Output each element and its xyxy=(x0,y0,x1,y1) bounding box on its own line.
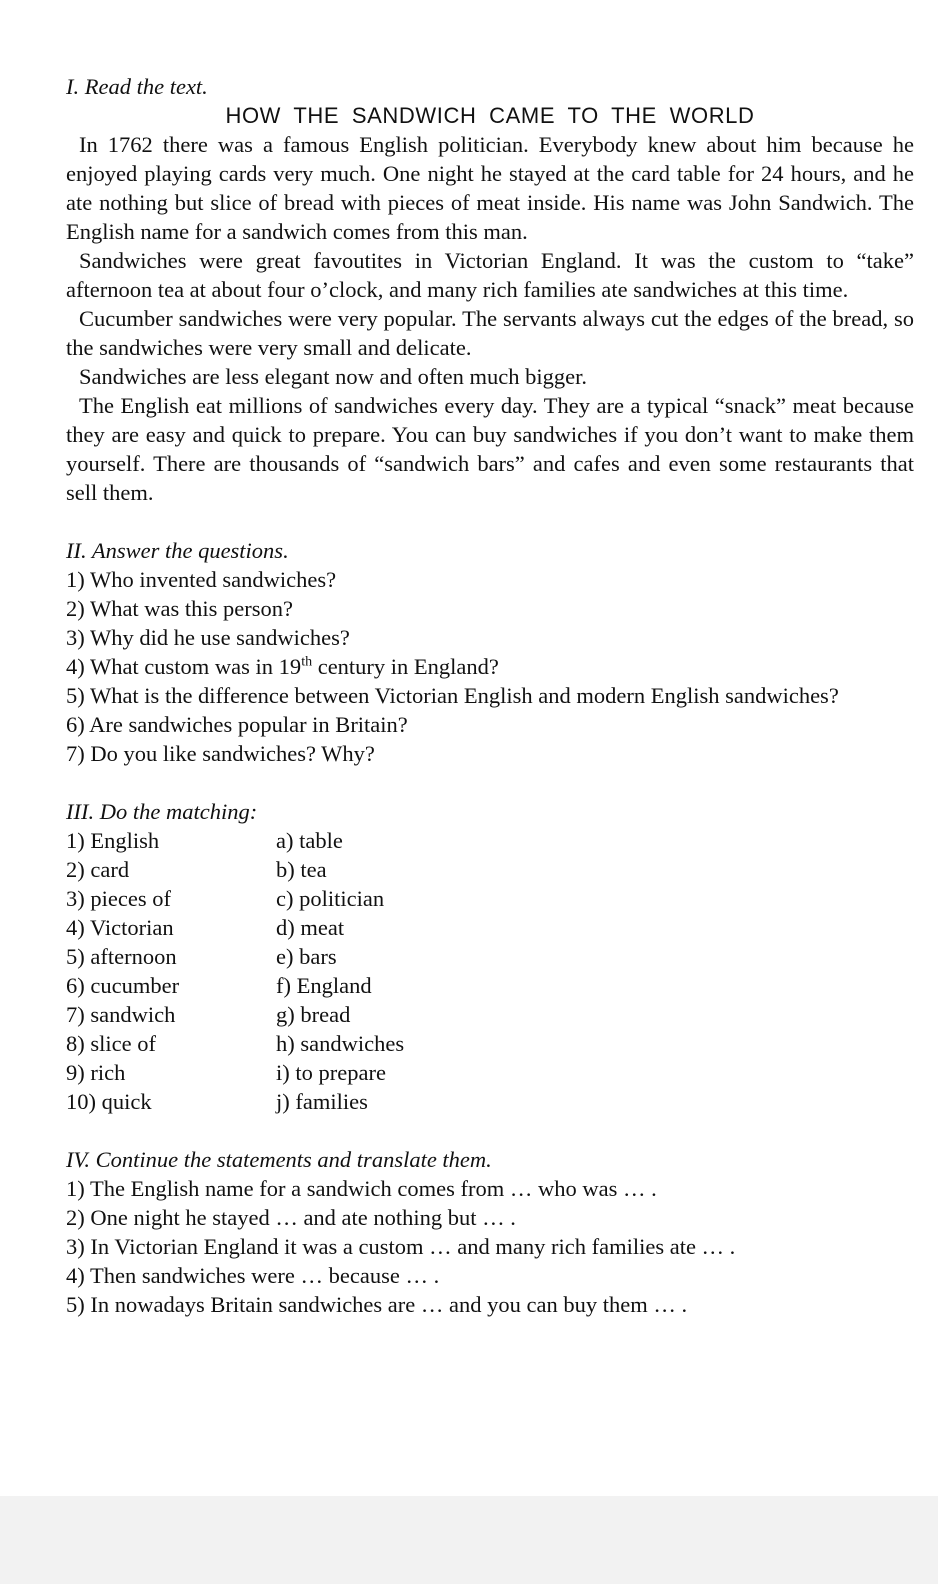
text-title: HOW THE SANDWICH CAME TO THE WORLD xyxy=(225,103,755,128)
matching-left-item: 9) rich xyxy=(66,1060,126,1085)
matching-right-item: h) sandwiches xyxy=(276,1031,405,1056)
document-content xyxy=(66,72,914,1319)
question-4-superscript: th xyxy=(301,654,313,670)
matching-table xyxy=(66,826,914,1116)
matching-row xyxy=(66,855,914,884)
matching-right-item: f) England xyxy=(276,973,372,998)
section-2-heading: II. Answer the questions. xyxy=(66,538,289,563)
paragraph-2: Sandwiches were great favoutites in Victorian England. It was the custom to “take” afternoon tea at about four o’clock, and many rich families ate sandwiches at this time. xyxy=(66,248,914,302)
statement-5: 5) In nowadays Britain sandwiches are … and you can buy them … . xyxy=(66,1292,688,1317)
matching-left-item: 10) quick xyxy=(66,1089,152,1114)
paragraph-4: Sandwiches are less elegant now and often much bigger. xyxy=(79,364,587,389)
matching-row xyxy=(66,826,914,855)
matching-right-item: d) meat xyxy=(276,915,345,940)
matching-right-item: c) politician xyxy=(276,886,385,911)
matching-row xyxy=(66,1029,914,1058)
matching-row xyxy=(66,1000,914,1029)
matching-left-item: 4) Victorian xyxy=(66,915,174,940)
matching-row xyxy=(66,884,914,913)
matching-right-item: e) bars xyxy=(276,944,337,969)
matching-left-item: 1) English xyxy=(66,828,160,853)
question-5: 5) What is the difference between Victorian English and modern English sandwiches? xyxy=(66,683,839,708)
questions-list xyxy=(66,565,914,768)
section-1-heading: I. Read the text. xyxy=(66,74,208,99)
question-7: 7) Do you like sandwiches? Why? xyxy=(66,741,375,766)
paragraph-5: The English eat millions of sandwiches every day. They are a typical “snack” meat because they are easy and quick to prepare. You can buy sandwiches if you don’t want to make them yourself. There are thousands of “sandwich bars” and cafes and even some restaurants that sell them. xyxy=(66,393,914,505)
section-3-heading: III. Do the matching: xyxy=(66,799,258,824)
matching-row xyxy=(66,971,914,1000)
page-footer-area xyxy=(0,1496,938,1584)
paragraph-1: In 1762 there was a famous English politician. Everybody knew about him because he enjoyed playing cards very much. One night he stayed at the card table for 24 hours, and he ate nothing but slice of bread with pieces of meat inside. His name was John Sandwich. The English name for a sandwich comes from this man. xyxy=(66,132,914,244)
section-spacer xyxy=(66,1116,914,1145)
matching-right-item: i) to prepare xyxy=(276,1060,386,1085)
matching-right-item: g) bread xyxy=(276,1002,351,1027)
matching-right-item: a) table xyxy=(276,828,343,853)
matching-right-item: b) tea xyxy=(276,857,327,882)
question-1: 1) Who invented sandwiches? xyxy=(66,567,337,592)
statements-list xyxy=(66,1174,914,1319)
matching-left-item: 7) sandwich xyxy=(66,1002,176,1027)
paragraph-3: Cucumber sandwiches were very popular. The servants always cut the edges of the bread, so the sandwiches were very small and delicate. xyxy=(66,306,914,360)
statement-4: 4) Then sandwiches were … because … . xyxy=(66,1263,440,1288)
question-4 xyxy=(66,652,914,681)
section-4-heading: IV. Continue the statements and translate them. xyxy=(66,1147,492,1172)
question-4-text: 4) What custom was in 19 xyxy=(66,654,302,679)
question-3: 3) Why did he use sandwiches? xyxy=(66,625,350,650)
question-4-tail: century in England? xyxy=(312,654,499,679)
question-2: 2) What was this person? xyxy=(66,596,294,621)
section-spacer xyxy=(66,507,914,536)
statement-1: 1) The English name for a sandwich comes from … who was … . xyxy=(66,1176,657,1201)
matching-left-item: 3) pieces of xyxy=(66,886,171,911)
matching-left-item: 2) card xyxy=(66,857,130,882)
statement-2: 2) One night he stayed … and ate nothing but … . xyxy=(66,1205,516,1230)
matching-row xyxy=(66,1087,914,1116)
matching-left-item: 6) cucumber xyxy=(66,973,180,998)
question-6: 6) Are sandwiches popular in Britain? xyxy=(66,712,408,737)
matching-right-item: j) families xyxy=(276,1089,368,1114)
matching-left-item: 5) afternoon xyxy=(66,944,177,969)
matching-row xyxy=(66,1058,914,1087)
statement-3: 3) In Victorian England it was a custom … and many rich families ate … . xyxy=(66,1234,736,1259)
section-spacer xyxy=(66,768,914,797)
matching-left-item: 8) slice of xyxy=(66,1031,156,1056)
matching-row xyxy=(66,913,914,942)
matching-row xyxy=(66,942,914,971)
